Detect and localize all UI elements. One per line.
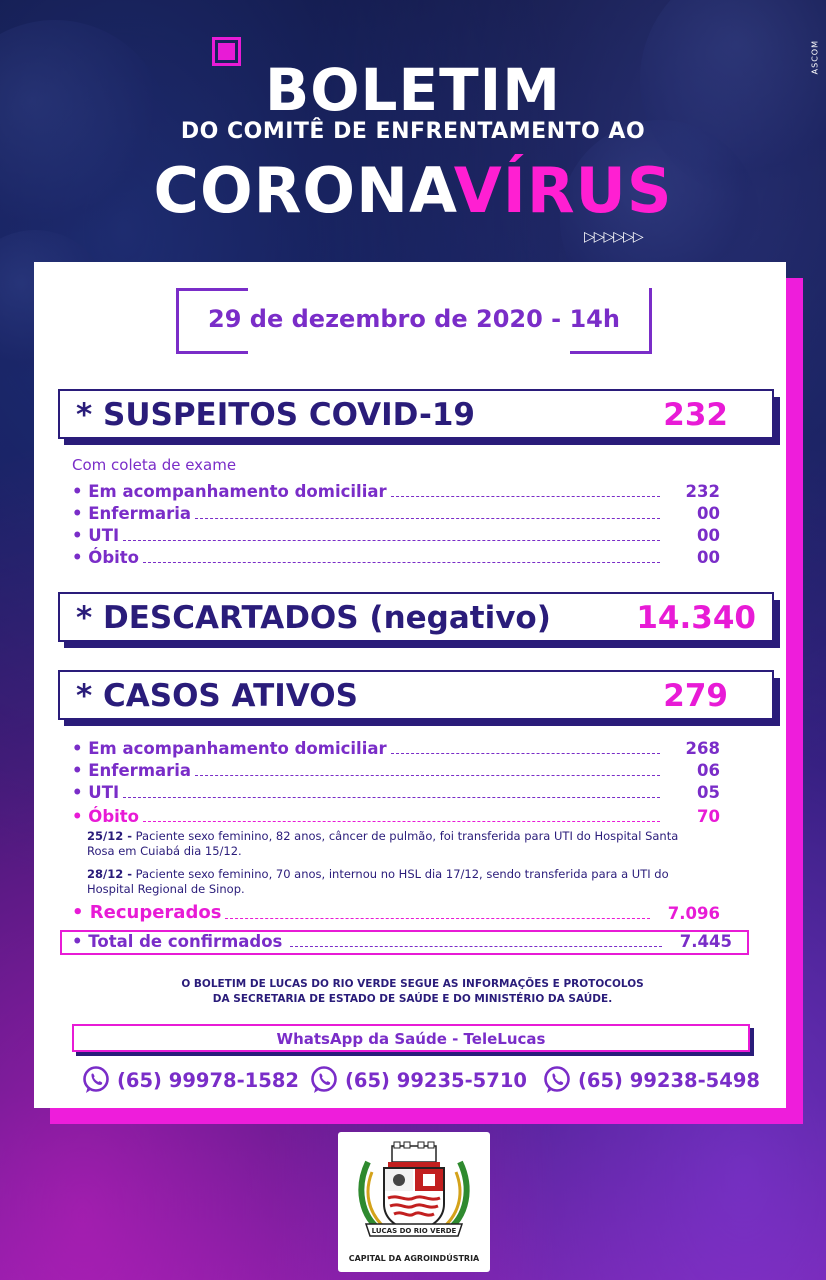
row-value: 7.445 bbox=[679, 932, 732, 951]
row-value: 7.096 bbox=[667, 904, 720, 923]
arrows-icon: ▷▷▷▷▷▷ bbox=[584, 229, 643, 245]
descartados-value: 14.340 bbox=[636, 600, 756, 636]
row-label: • UTI bbox=[72, 526, 120, 545]
note-text: Paciente sexo feminino, 82 anos, câncer de pulmão, foi transferida para UTI do Hospital Santa Rosa em Cuiabá dia 15/12. bbox=[87, 829, 679, 858]
whatsapp-box bbox=[72, 1024, 750, 1052]
city-logo bbox=[338, 1132, 490, 1272]
footer-line-2: DA SECRETARIA DE ESTADO DE SAÚDE E DO MINISTÉRIO DA SAÚDE. bbox=[212, 993, 613, 1005]
suspeitos-header bbox=[58, 389, 774, 439]
dotted-leader bbox=[391, 496, 660, 497]
dotted-leader bbox=[195, 775, 660, 776]
date-text: 29 de dezembro de 2020 - 14h bbox=[208, 305, 620, 333]
phone-contact[interactable] bbox=[542, 1064, 760, 1096]
list-item bbox=[72, 782, 720, 802]
phone-number: (65) 99238-5498 bbox=[578, 1068, 760, 1092]
whatsapp-icon bbox=[81, 1065, 111, 1095]
list-item bbox=[72, 503, 720, 523]
row-value: 70 bbox=[697, 807, 720, 826]
title-corona-white: CORONA bbox=[153, 154, 454, 227]
total-row bbox=[72, 931, 732, 951]
row-value: 05 bbox=[697, 783, 720, 802]
note-date: 28/12 - bbox=[87, 867, 132, 881]
list-item bbox=[72, 481, 720, 501]
row-value: 00 bbox=[697, 526, 720, 545]
dotted-leader bbox=[290, 946, 662, 947]
row-label: • Total de confirmados bbox=[72, 932, 283, 951]
list-item bbox=[72, 547, 720, 567]
list-item bbox=[72, 525, 720, 545]
obito-note bbox=[87, 829, 697, 859]
coleta-label: Com coleta de exame bbox=[72, 456, 237, 474]
whatsapp-icon bbox=[309, 1065, 339, 1095]
dotted-leader bbox=[195, 518, 660, 519]
row-label: • Em acompanhamento domiciliar bbox=[72, 482, 387, 501]
recuperados-row bbox=[72, 903, 720, 923]
dotted-leader bbox=[143, 562, 660, 563]
list-item bbox=[72, 760, 720, 780]
whatsapp-title: WhatsApp da Saúde - TeleLucas bbox=[276, 1030, 546, 1048]
dotted-leader bbox=[123, 797, 660, 798]
city-coat-of-arms-icon bbox=[338, 1132, 490, 1252]
descartados-header bbox=[58, 592, 774, 642]
title-subtitle: DO COMITÊ DE ENFRENTAMENTO AO bbox=[180, 119, 646, 144]
row-value: 268 bbox=[685, 739, 720, 758]
ativos-title: * CASOS ATIVOS bbox=[76, 678, 358, 714]
row-value: 00 bbox=[697, 548, 720, 567]
dotted-leader bbox=[123, 540, 660, 541]
ativos-value: 279 bbox=[663, 678, 728, 714]
suspeitos-title: * SUSPEITOS COVID-19 bbox=[76, 397, 475, 433]
list-item bbox=[72, 806, 720, 826]
dotted-leader bbox=[391, 753, 660, 754]
list-item bbox=[72, 738, 720, 758]
title-boletim: BOLETIM bbox=[265, 56, 561, 124]
phone-contact[interactable] bbox=[81, 1064, 299, 1096]
row-label: • UTI bbox=[72, 783, 120, 802]
phone-number: (65) 99235-5710 bbox=[345, 1068, 527, 1092]
row-label: • Óbito bbox=[72, 548, 140, 567]
note-text: Paciente sexo feminino, 70 anos, internou no HSL dia 17/12, sendo transferida para a UTI do Hospital Regional de Sinop. bbox=[87, 867, 669, 896]
whatsapp-icon bbox=[542, 1065, 572, 1095]
watermark: ASCOM bbox=[810, 40, 819, 75]
footer-line-1: O BOLETIM DE LUCAS DO RIO VERDE SEGUE AS INFORMAÇÕES E PROTOCOLOS bbox=[181, 978, 644, 990]
row-label: • Óbito bbox=[72, 807, 140, 826]
row-label: • Enfermaria bbox=[72, 504, 192, 523]
footer-disclaimer bbox=[60, 977, 765, 1007]
dotted-leader bbox=[143, 821, 660, 822]
obito-note bbox=[87, 867, 697, 897]
suspeitos-value: 232 bbox=[663, 397, 728, 433]
row-label: • Em acompanhamento domiciliar bbox=[72, 739, 387, 758]
row-label: • Enfermaria bbox=[72, 761, 192, 780]
row-value: 06 bbox=[697, 761, 720, 780]
date-box bbox=[176, 288, 652, 354]
row-value: 00 bbox=[697, 504, 720, 523]
row-value: 232 bbox=[685, 482, 720, 501]
row-label: • Recuperados bbox=[72, 902, 222, 923]
title-coronavirus bbox=[0, 154, 826, 227]
phone-contact[interactable] bbox=[309, 1064, 527, 1096]
phone-number: (65) 99978-1582 bbox=[117, 1068, 299, 1092]
ativos-header bbox=[58, 670, 774, 720]
title-corona-pink: VÍRUS bbox=[453, 154, 673, 227]
dotted-leader bbox=[225, 918, 650, 919]
descartados-title: * DESCARTADOS (negativo) bbox=[76, 600, 551, 636]
logo-caption: CAPITAL DA AGROINDÚSTRIA bbox=[348, 1254, 480, 1263]
logo-banner: LUCAS DO RIO VERDE bbox=[371, 1227, 457, 1235]
note-date: 25/12 - bbox=[87, 829, 132, 843]
